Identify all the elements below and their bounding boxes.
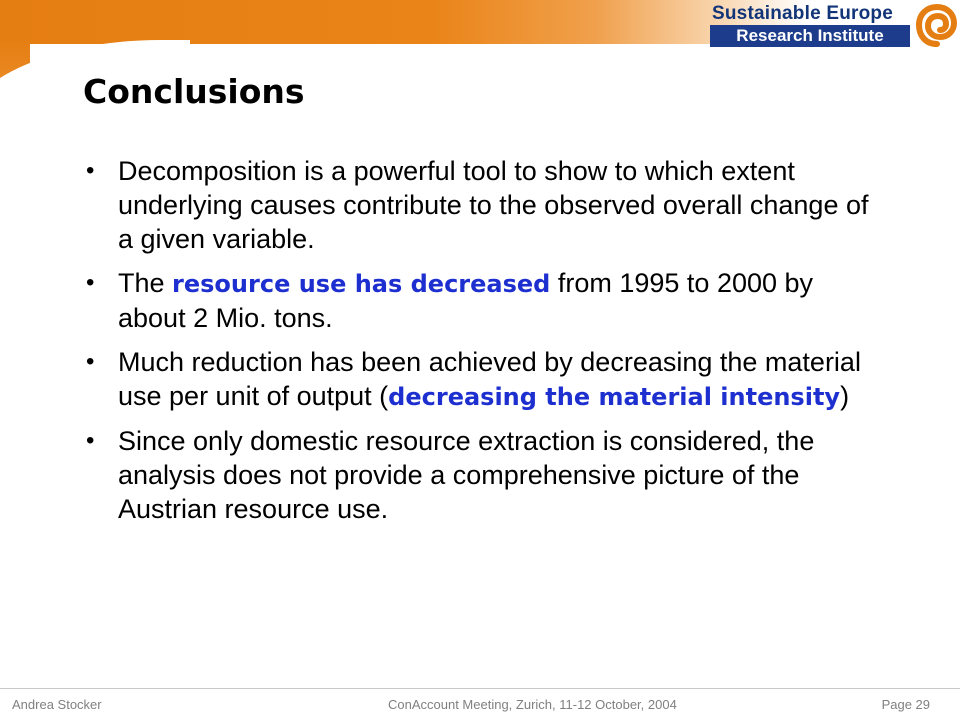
bullet-item: [86, 266, 876, 335]
footer-meeting: ConAccount Meeting, Zurich, 11-12 October, 2004: [388, 697, 677, 712]
bullet-highlight-text: decreasing the material intensity: [388, 383, 841, 411]
bullet-dot-icon: •: [86, 157, 95, 184]
footer-page-number: Page 29: [881, 697, 930, 712]
seri-logo: [710, 2, 960, 50]
bullet-text: The: [118, 268, 173, 298]
footer-author: Andrea Stocker: [12, 697, 102, 712]
bullet-text: from 1995 to 2000 by about 2 Mio. tons.: [118, 268, 814, 333]
slide-title: Conclusions: [83, 72, 305, 111]
logo-line-2: Research Institute: [710, 25, 910, 47]
bullet-highlight-text: resource use has decreased: [172, 270, 551, 298]
footer-divider: [0, 688, 960, 689]
bullet-text: Decomposition is a powerful tool to show to which extent underlying causes contribute to the observed overall change of a given variable.: [118, 156, 869, 254]
bullet-text: Much reduction has been achieved by decreasing the material use per unit of output (: [118, 347, 861, 411]
bullet-dot-icon: •: [86, 269, 95, 296]
bullet-item: [86, 345, 876, 414]
bullet-dot-icon: •: [86, 427, 95, 454]
bullet-text: ): [840, 381, 850, 411]
bullet-text: Since only domestic resource extraction is considered, the analysis does not provide a comprehensive picture of the Austrian resource use.: [118, 426, 815, 524]
bullet-item: [86, 424, 876, 526]
bullet-item: [86, 154, 876, 256]
spiral-logo-icon: [915, 2, 959, 48]
bullet-list: [86, 154, 876, 536]
logo-line-1: Sustainable Europe: [712, 3, 893, 24]
bullet-dot-icon: •: [86, 348, 95, 375]
